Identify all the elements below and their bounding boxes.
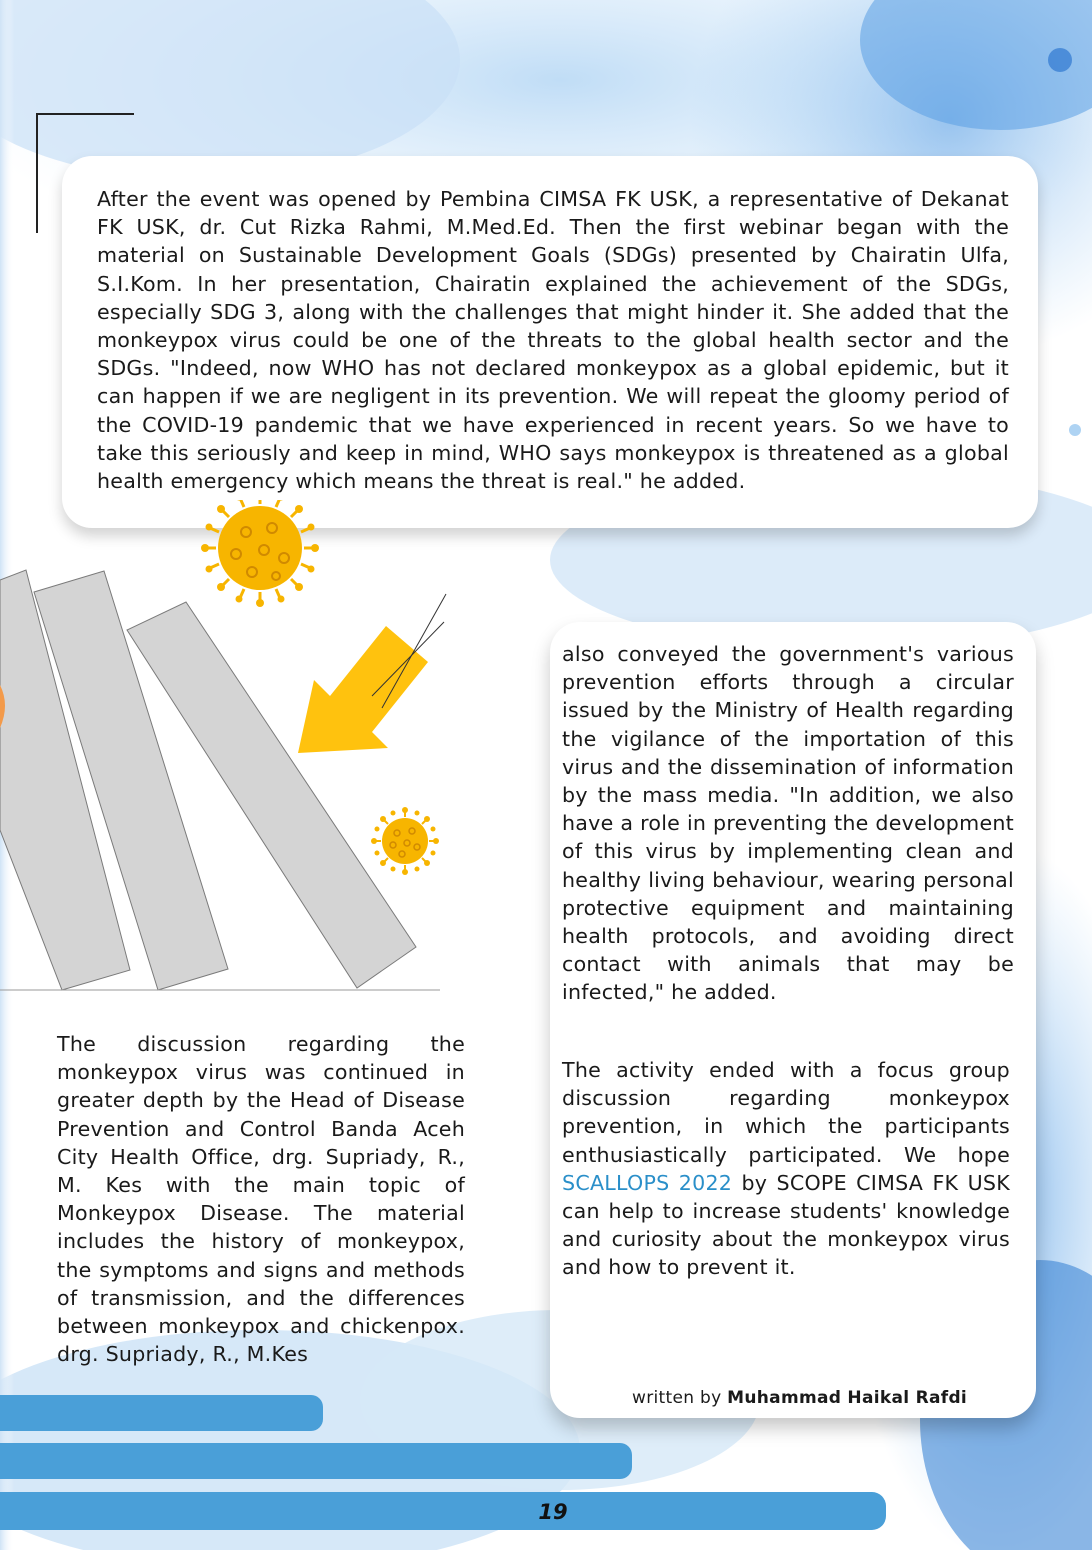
paragraph-left: The discussion regarding the monkeypox virus was continued in greater depth by the Head of Disease Prevention and Control Banda Aceh City Health Office, drg. Supriady, R., M. Kes with the main topic of Monkeypox Disease. The material includes the history of monkeypox, the symptoms and signs and methods of transmission, and the differences between monkeypox and chickenpox. drg. Supriady, R., M.Kes — [57, 1032, 465, 1367]
paragraph-right-2-post: by SCOPE CIMSA FK USK can help to increase students' knowledge and curiosity about the monkeypox virus and how to prevent it. — [562, 1170, 1010, 1280]
virus-icon-small — [371, 807, 439, 875]
scallops-highlight: SCALLOPS 2022 — [562, 1170, 733, 1195]
footer-bar-1 — [0, 1395, 323, 1431]
author-byline — [632, 1388, 967, 1408]
paragraph-right-2-pre: The activity ended with a focus group discussion regarding monkeypox prevention, in which the participants enthusiastically participated. We hope — [562, 1058, 1010, 1167]
paragraph-right-2 — [562, 1056, 1010, 1282]
yellow-arrow-icon — [298, 594, 446, 753]
page-number: 19 — [538, 1500, 568, 1524]
footer-bar-2 — [0, 1443, 632, 1479]
author-prefix: written by — [632, 1388, 722, 1408]
author-name: Muhammad Haikal Rafdi — [727, 1388, 968, 1408]
paragraph-top: After the event was opened by Pembina CIMSA FK USK, a representative of Dekanat FK USK, dr. Cut Rizka Rahmi, M.Med.Ed. Then the first webinar began with the material on Sustainable Development Goals (SDGs) presented by Chairatin Ulfa, S.I.Kom. In her presentation, Chairatin explained the achievement of the SDGs, especially SDG 3, along with the challenges that might hinder it. She added that the monkeypox virus could be one of the threats to the global health sector and the SDGs. "Indeed, now WHO has not declared monkeypox as a global epidemic, but it can happen if we are negligent in its prevention. We will repeat the gloomy period of the COVID-19 pandemic that we have experienced in recent years. So we have to take this seriously and keep in mind, WHO says monkeypox is threatened as a global health emergency which means the threat is real." he added. — [97, 187, 1009, 494]
virus-icon-large — [201, 500, 319, 607]
domino-illustration — [0, 500, 540, 1024]
paragraph-right-1: also conveyed the government's various prevention efforts through a circular issued by the Ministry of Health regarding the vigilance of the importation of this virus and the dissemination of information by the mass media. "In addition, we also have a role in preventing the development of this virus by implementing clean and healthy living behaviour, wearing personal protective equipment and maintaining health protocols, and avoiding direct contact with animals that may be infected," he added. — [562, 642, 1014, 1005]
footer-bar-3 — [0, 1492, 886, 1530]
